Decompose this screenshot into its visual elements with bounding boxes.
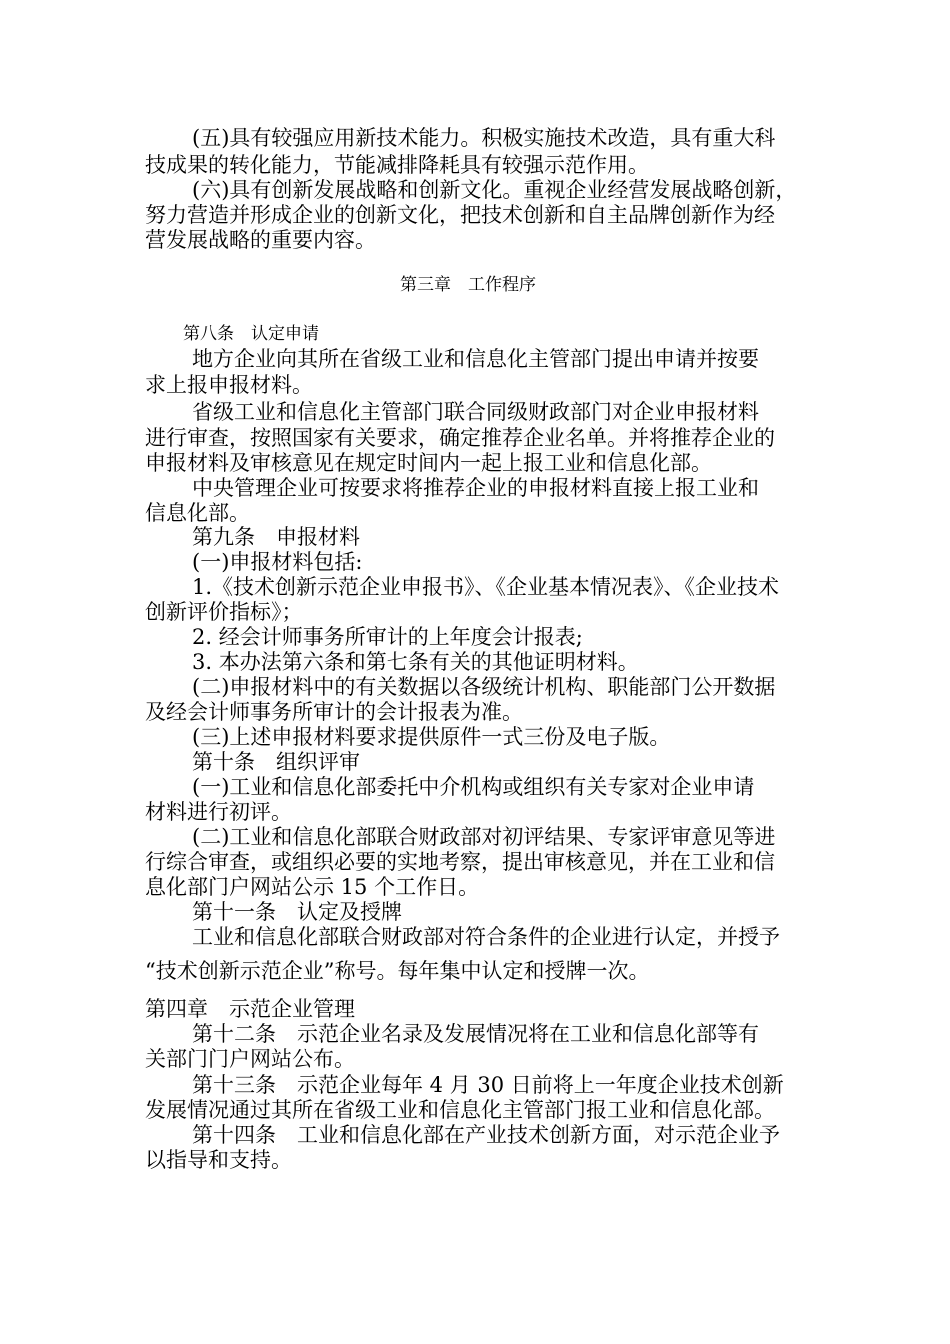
paragraph-line: 息化部门户网站公示 15 个工作日。: [145, 875, 480, 899]
paragraph-line: (五)具有较强应用新技术能力。积极实施技术改造，具有重大科: [192, 126, 776, 150]
paragraph-line: (三)上述申报材料要求提供原件一式三份及电子版。: [192, 725, 671, 749]
paragraph-line: 及经会计师事务所审计的会计报表为准。: [145, 700, 523, 724]
article-heading: 第九条 申报材料: [192, 525, 360, 549]
paragraph-line: 材料进行初评。: [145, 800, 292, 824]
paragraph-line: 以指导和支持。: [145, 1148, 292, 1172]
paragraph-line: 营发展战略的重要内容。: [145, 228, 376, 252]
paragraph-line: 发展情况通过其所在省级工业和信息化主管部门报工业和信息化部。: [145, 1098, 775, 1122]
paragraph-line: 工业和信息化部联合财政部对符合条件的企业进行认定，并授予: [192, 925, 780, 949]
paragraph-line: 省级工业和信息化主管部门联合同级财政部门对企业申报材料: [192, 400, 759, 424]
paragraph-line: 申报材料及审核意见在规定时间内一起上报工业和信息化部。: [145, 451, 712, 475]
paragraph-line: (六)具有创新发展战略和创新文化。重视企业经营发展战略创新，: [192, 178, 797, 202]
chapter-heading: 第四章 示范企业管理: [145, 997, 355, 1021]
paragraph-line: 第十三条 示范企业每年 4 月 30 日前将上一年度企业技术创新: [192, 1073, 784, 1097]
paragraph-line: 第十二条 示范企业名录及发展情况将在工业和信息化部等有: [192, 1022, 759, 1046]
paragraph-line: (二)工业和信息化部联合财政部对初评结果、专家评审意见等进: [192, 825, 776, 849]
paragraph-line: (二)申报材料中的有关数据以各级统计机构、职能部门公开数据: [192, 675, 776, 699]
paragraph-line: 进行审查，按照国家有关要求，确定推荐企业名单。并将推荐企业的: [145, 426, 775, 450]
paragraph-line: 地方企业向其所在省级工业和信息化主管部门提出申请并按要: [192, 347, 759, 371]
paragraph-line: 求上报申报材料。: [145, 373, 313, 397]
chapter-heading: 第三章 工作程序: [400, 275, 536, 295]
paragraph-line: 技成果的转化能力，节能减排降耗具有较强示范作用。: [145, 153, 649, 177]
paragraph-line: 行综合审查，或组织必要的实地考察，提出审核意见，并在工业和信: [145, 850, 775, 874]
paragraph-line: 关部门门户网站公布。: [145, 1047, 355, 1071]
paragraph-line: “技术创新示范企业”称号。每年集中认定和授牌一次。: [145, 959, 650, 983]
paragraph-line: 信息化部。: [145, 501, 250, 525]
paragraph-line: 创新评价指标》；: [145, 600, 303, 624]
paragraph-line: 第十四条 工业和信息化部在产业技术创新方面，对示范企业予: [192, 1123, 780, 1147]
paragraph-line: (一)申报材料包括:: [192, 550, 363, 574]
paragraph-line: 中央管理企业可按要求将推荐企业的申报材料直接上报工业和: [192, 476, 759, 500]
paragraph-line: (一)工业和信息化部委托中介机构或组织有关专家对企业申请: [192, 775, 755, 799]
article-heading: 第十一条 认定及授牌: [192, 900, 402, 924]
paragraph-line: 1.《技术创新示范企业申报书》、《企业基本情况表》、《企业技术: [192, 575, 780, 599]
paragraph-line: 2. 经会计师事务所审计的上年度会计报表;: [192, 625, 583, 649]
article-heading: 第八条 认定申请: [183, 324, 319, 344]
paragraph-line: 3. 本办法第六条和第七条有关的其他证明材料。: [192, 650, 639, 674]
paragraph-line: 努力营造并形成企业的创新文化，把技术创新和自主品牌创新作为经: [145, 203, 775, 227]
article-heading: 第十条 组织评审: [192, 750, 360, 774]
